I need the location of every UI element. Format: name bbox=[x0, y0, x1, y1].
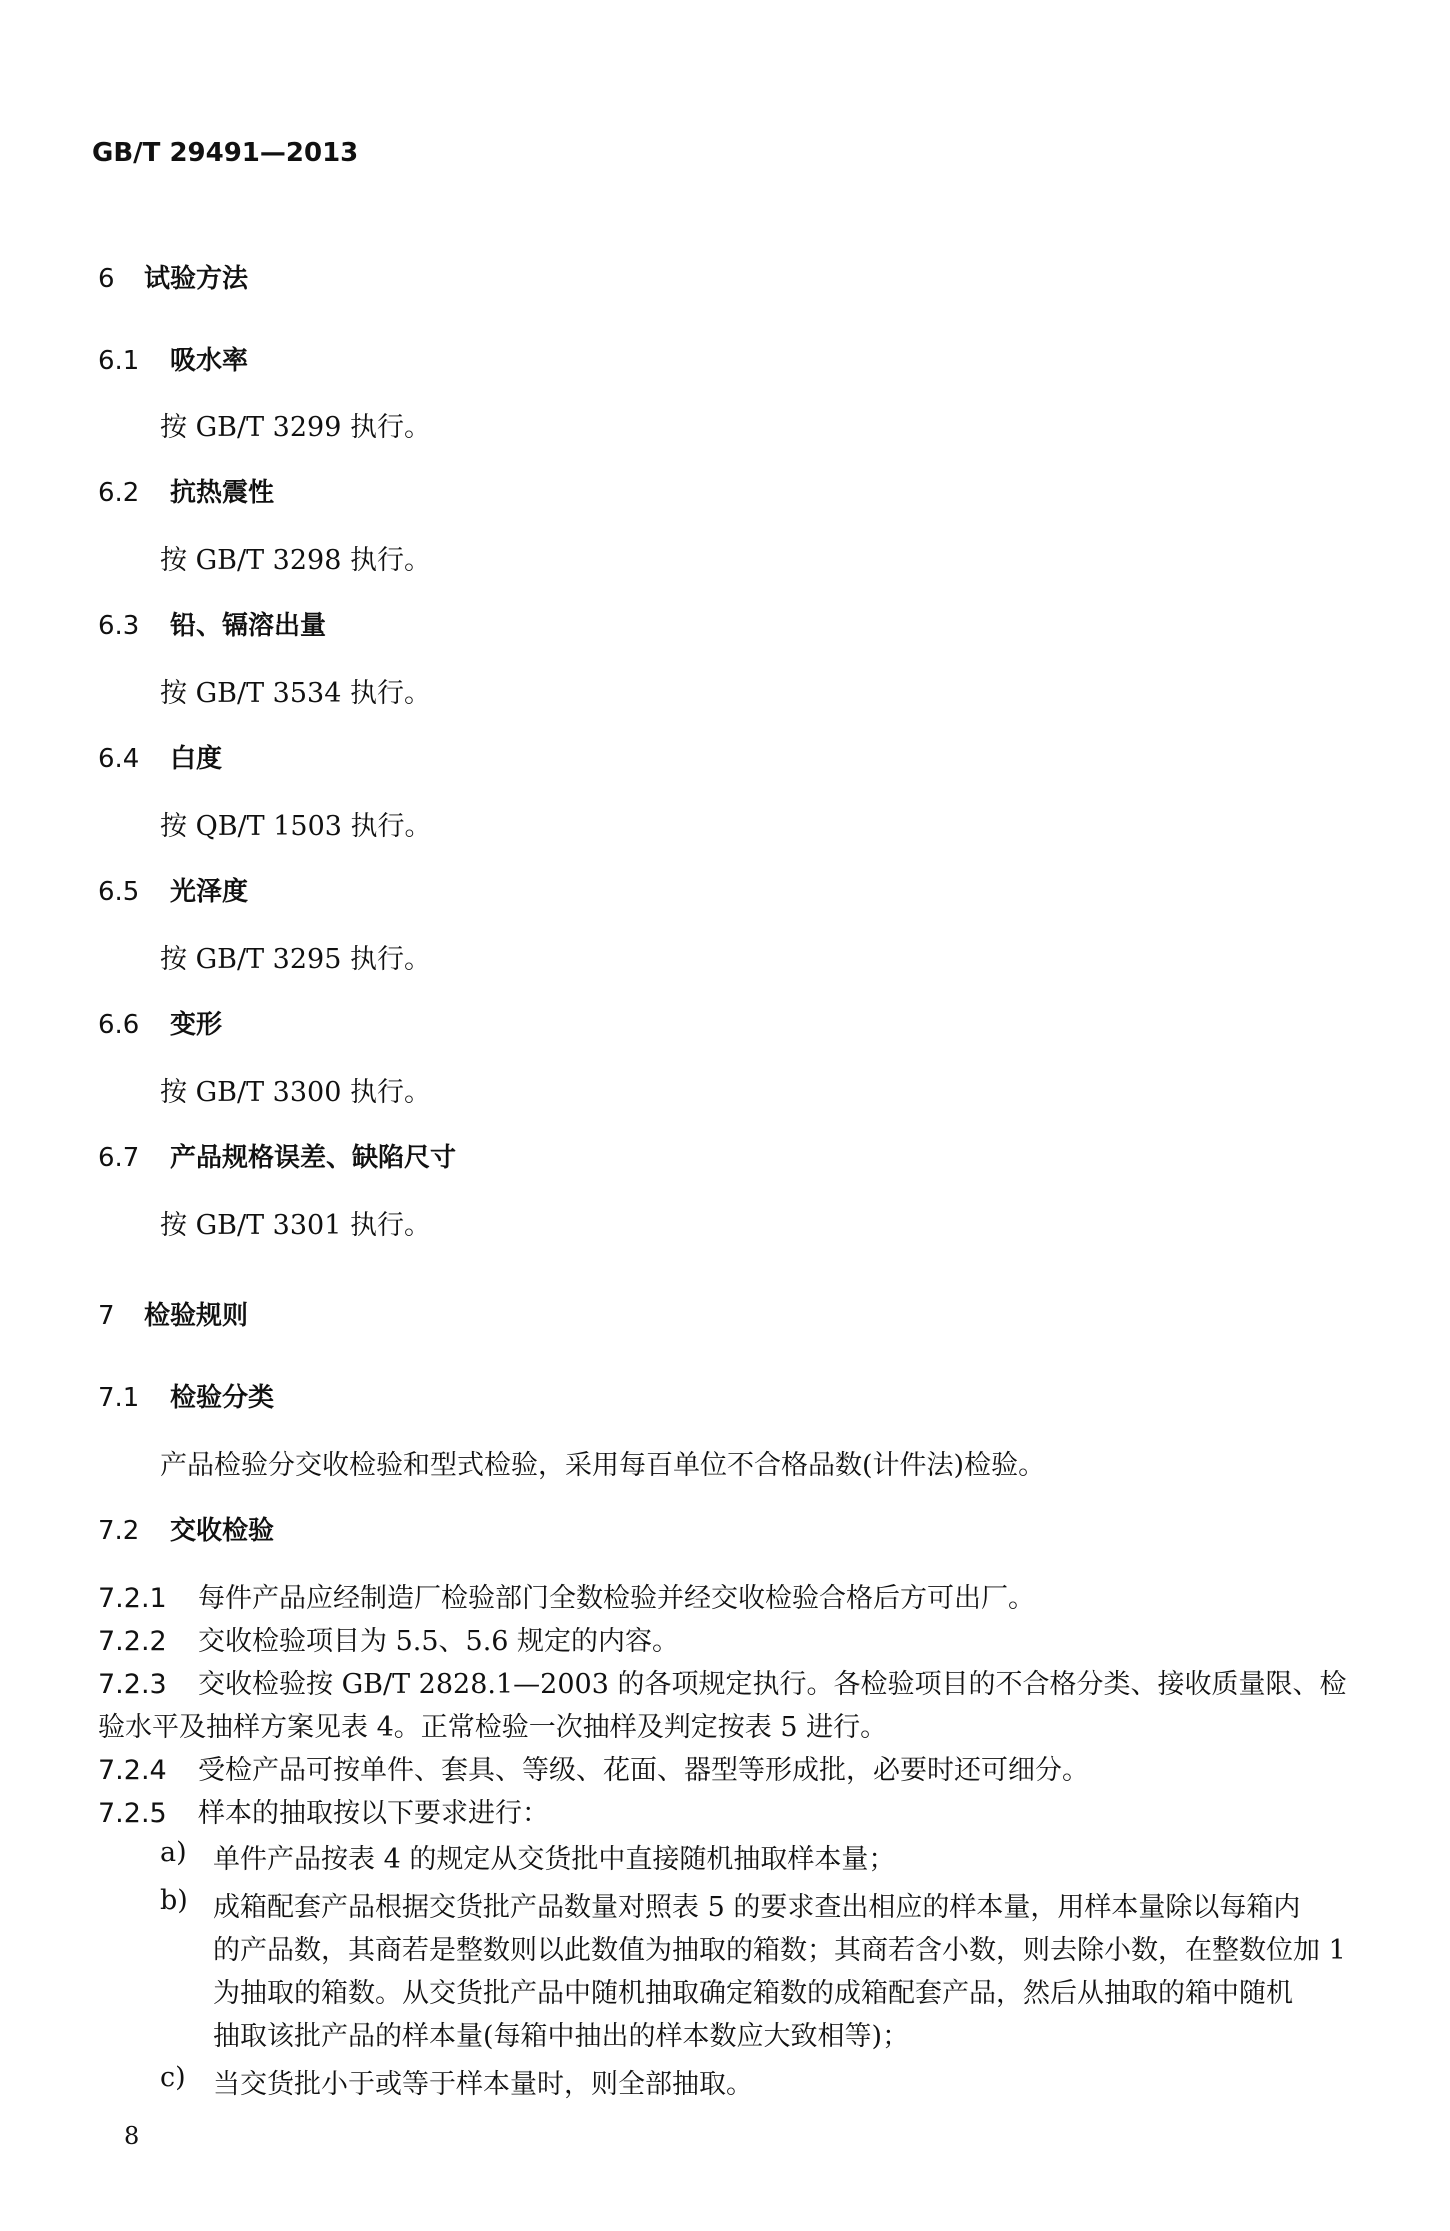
section-number: 6.3 bbox=[98, 611, 140, 641]
section-number: 6 bbox=[98, 264, 115, 294]
section-title: 试验方法 bbox=[144, 264, 249, 294]
section-number: 6.7 bbox=[98, 1143, 140, 1173]
section-7-heading bbox=[98, 1295, 248, 1332]
section-title: 交收检验 bbox=[170, 1516, 275, 1546]
clause-text-line: 交收检验按 GB/T 2828.1—2003 的各项规定执行。各检验项目的不合格分类、接收质量限、检 bbox=[198, 1669, 1347, 1700]
section-number: 7.1 bbox=[98, 1383, 140, 1413]
list-item-a-text: 单件产品按表 4 的规定从交货批中直接随机抽取样本量； bbox=[213, 1844, 896, 1875]
section-number: 6.2 bbox=[98, 478, 140, 508]
clause-7-2-3 bbox=[98, 1662, 1346, 1701]
clause-7-2-5 bbox=[98, 1791, 549, 1830]
list-marker-c: c) bbox=[160, 2062, 186, 2093]
clause-number: 7.2.5 bbox=[98, 1798, 167, 1829]
list-item-b-line-3: 为抽取的箱数。从交货批产品中随机抽取确定箱数的成箱配套产品，然后从抽取的箱中随机 bbox=[213, 1978, 1293, 2009]
clause-number: 7.2.2 bbox=[98, 1626, 167, 1657]
section-6-4-text: 按 QB/T 1503 执行。 bbox=[160, 811, 432, 842]
section-6-6-heading bbox=[98, 1004, 222, 1041]
clause-7-2-3-line-2: 验水平及抽样方案见表 4。正常检验一次抽样及判定按表 5 进行。 bbox=[98, 1712, 888, 1743]
section-title: 抗热震性 bbox=[170, 478, 275, 508]
section-6-5-heading bbox=[98, 871, 248, 908]
section-6-2-text: 按 GB/T 3298 执行。 bbox=[160, 545, 431, 576]
section-title: 白度 bbox=[170, 744, 223, 774]
section-number: 7 bbox=[98, 1301, 115, 1331]
clause-text: 样本的抽取按以下要求进行： bbox=[198, 1798, 549, 1829]
section-6-2-heading bbox=[98, 472, 274, 509]
list-item-c-text: 当交货批小于或等于样本量时，则全部抽取。 bbox=[213, 2069, 753, 2100]
section-6-3-text: 按 GB/T 3534 执行。 bbox=[160, 678, 431, 709]
section-number: 6.1 bbox=[98, 346, 140, 376]
clause-7-2-2 bbox=[98, 1619, 679, 1658]
section-number: 6.5 bbox=[98, 877, 140, 907]
clause-number: 7.2.1 bbox=[98, 1583, 167, 1614]
section-number: 6.6 bbox=[98, 1010, 140, 1040]
section-6-5-text: 按 GB/T 3295 执行。 bbox=[160, 944, 431, 975]
list-marker-a: a) bbox=[160, 1837, 187, 1868]
section-number: 6.4 bbox=[98, 744, 140, 774]
section-title: 检验分类 bbox=[170, 1383, 275, 1413]
list-item-b-line-4: 抽取该批产品的样本量(每箱中抽出的样本数应大致相等)； bbox=[213, 2021, 910, 2052]
section-title: 铅、镉溶出量 bbox=[170, 611, 327, 641]
section-6-3-heading bbox=[98, 605, 326, 642]
section-6-1-text: 按 GB/T 3299 执行。 bbox=[160, 412, 431, 443]
page-number: 8 bbox=[124, 2122, 140, 2150]
clause-number: 7.2.4 bbox=[98, 1755, 167, 1786]
clause-7-2-4 bbox=[98, 1748, 1089, 1787]
section-title: 吸水率 bbox=[170, 346, 249, 376]
clause-text: 交收检验项目为 5.5、5.6 规定的内容。 bbox=[198, 1626, 680, 1657]
section-number: 7.2 bbox=[98, 1516, 140, 1546]
section-title: 产品规格误差、缺陷尺寸 bbox=[170, 1143, 457, 1173]
section-6-7-text: 按 GB/T 3301 执行。 bbox=[160, 1210, 431, 1241]
clause-number: 7.2.3 bbox=[98, 1669, 167, 1700]
section-6-7-heading bbox=[98, 1137, 456, 1174]
section-7-1-heading bbox=[98, 1377, 274, 1414]
section-title: 检验规则 bbox=[144, 1301, 249, 1331]
list-item-b-line-2: 的产品数，其商若是整数则以此数值为抽取的箱数；其商若含小数，则去除小数，在整数位加 1 bbox=[213, 1935, 1346, 1966]
list-marker-b: b) bbox=[160, 1885, 188, 1916]
section-title: 光泽度 bbox=[170, 877, 249, 907]
clause-7-2-1 bbox=[98, 1576, 1035, 1615]
clause-text: 每件产品应经制造厂检验部门全数检验并经交收检验合格后方可出厂。 bbox=[198, 1583, 1035, 1614]
section-7-2-heading bbox=[98, 1510, 274, 1547]
section-title: 变形 bbox=[170, 1010, 223, 1040]
section-7-1-text: 产品检验分交收检验和型式检验，采用每百单位不合格品数(计件法)检验。 bbox=[160, 1450, 1046, 1481]
standard-number: GB/T 29491—2013 bbox=[92, 138, 359, 168]
section-6-1-heading bbox=[98, 340, 248, 377]
list-item-b-line-1: 成箱配套产品根据交货批产品数量对照表 5 的要求查出相应的样本量，用样本量除以每箱内 bbox=[213, 1892, 1301, 1923]
section-6-heading bbox=[98, 258, 248, 295]
clause-text: 受检产品可按单件、套具、等级、花面、器型等形成批，必要时还可细分。 bbox=[198, 1755, 1089, 1786]
section-6-4-heading bbox=[98, 738, 222, 775]
section-6-6-text: 按 GB/T 3300 执行。 bbox=[160, 1077, 431, 1108]
